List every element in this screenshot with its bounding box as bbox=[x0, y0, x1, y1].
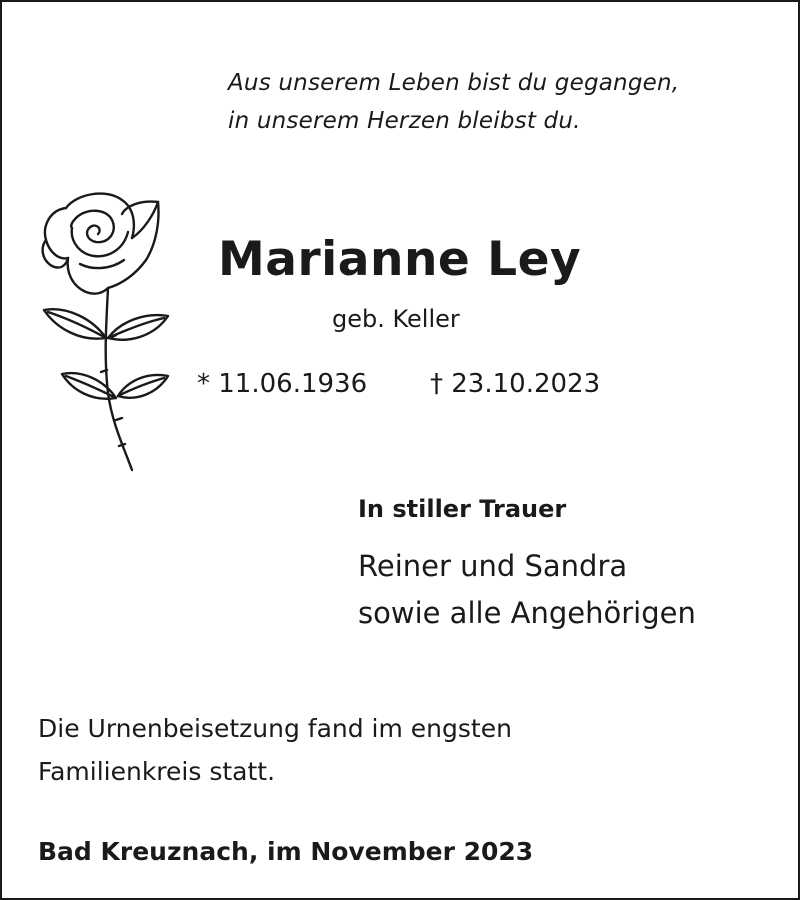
death-date: † 23.10.2023 bbox=[430, 369, 601, 399]
mourners-list bbox=[358, 543, 696, 637]
mourners-line-1: Reiner und Sandra bbox=[358, 549, 628, 583]
memorial-verse bbox=[228, 64, 768, 140]
mourners-line-2: sowie alle Angehörigen bbox=[358, 596, 696, 630]
verse-line-2: in unserem Herzen bleibst du. bbox=[228, 108, 581, 134]
place-and-date: Bad Kreuznach, im November 2023 bbox=[38, 837, 534, 866]
notice-line-1: Die Urnenbeisetzung fand im engsten bbox=[38, 714, 512, 743]
maiden-name: geb. Keller bbox=[332, 305, 460, 333]
burial-notice bbox=[38, 707, 512, 793]
mourning-heading: In stiller Trauer bbox=[358, 495, 567, 523]
deceased-name: Marianne Ley bbox=[218, 232, 582, 287]
birth-date: * 11.06.1936 bbox=[197, 369, 368, 399]
rose-icon bbox=[36, 188, 174, 472]
notice-line-2: Familienkreis statt. bbox=[38, 757, 276, 786]
verse-line-1: Aus unserem Leben bist du gegangen, bbox=[228, 70, 680, 96]
